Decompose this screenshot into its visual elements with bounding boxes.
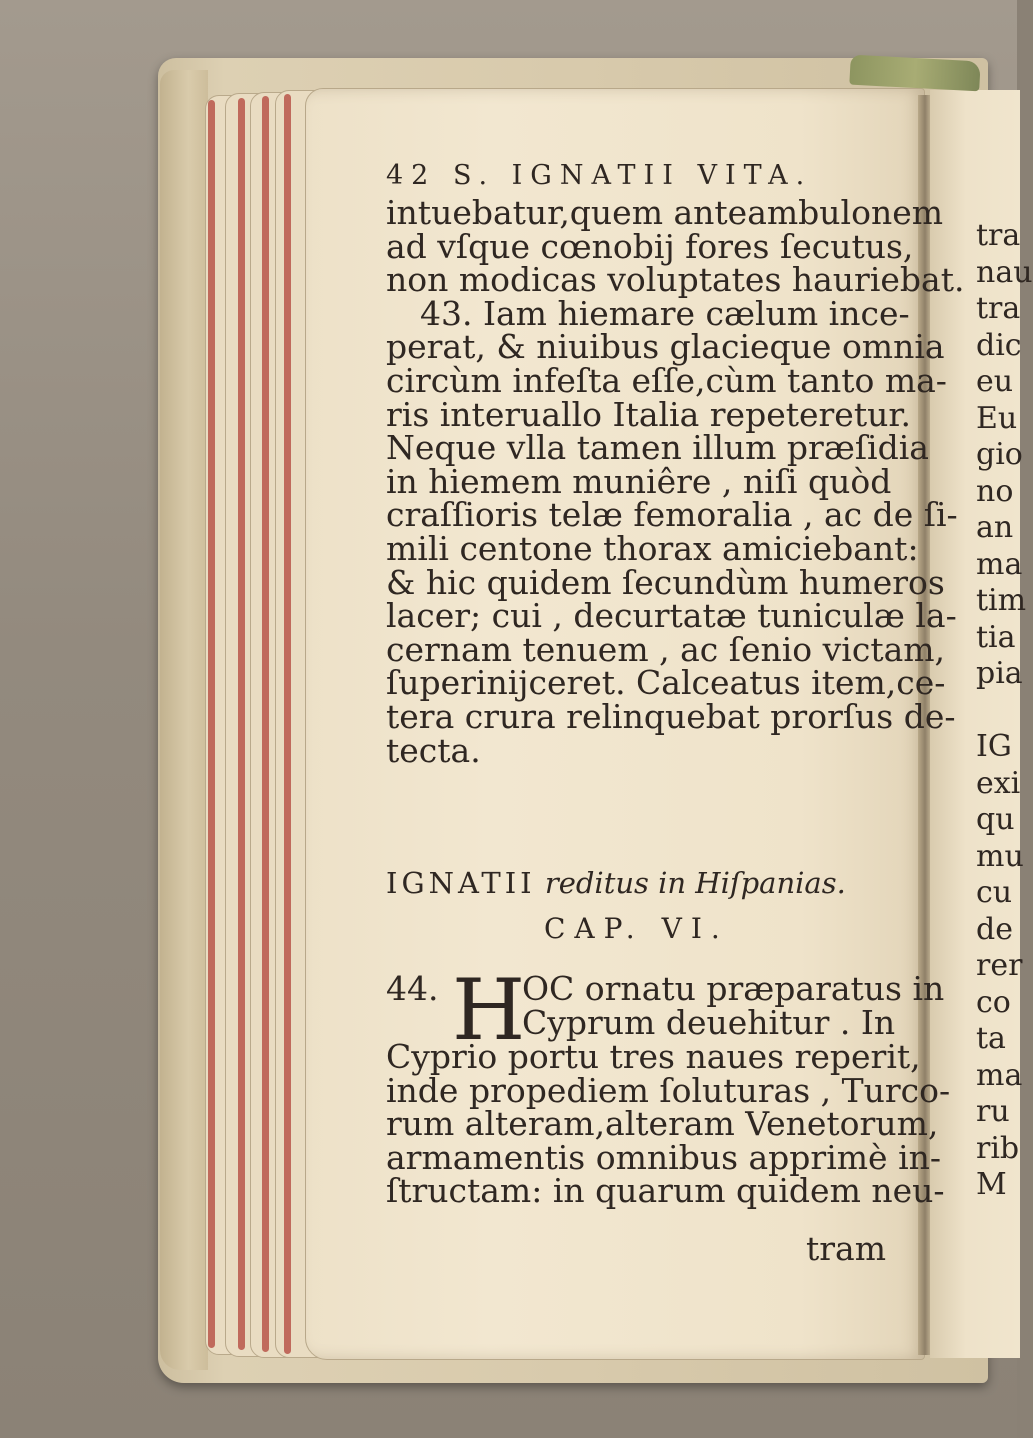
text-fragment: tra <box>976 218 1021 253</box>
text-fragment: dic <box>976 327 1022 363</box>
text-fragment: mu <box>976 838 1024 874</box>
running-head: 42 S. IGNATII VITA. <box>386 160 813 191</box>
text-fragment: tia <box>976 619 1016 655</box>
chapter-title <box>386 866 846 900</box>
cover-spine <box>160 70 208 1370</box>
text-line: ad vſque cœnobij fores ſecutus, <box>386 226 914 266</box>
text-fragment: rib <box>976 1130 1020 1166</box>
text-line: Cyprum deuehitur . In <box>522 1002 896 1042</box>
chapter-number: CAP. VI. <box>544 912 729 945</box>
text-line: ſtructam: in quarum quidem neu- <box>386 1171 945 1211</box>
text-fragment: co <box>976 984 1011 1020</box>
red-page-edge <box>208 100 215 1348</box>
text-fragment: de <box>976 911 1013 947</box>
text-fragment: qu <box>976 802 1015 837</box>
text-fragment: cu <box>976 875 1013 910</box>
catchword: tram <box>806 1229 887 1268</box>
text-fragment: pia <box>976 656 1023 691</box>
text-fragment: exi <box>976 765 1021 801</box>
text-line: rum alteram,alteram Venetorum, <box>386 1104 939 1144</box>
text-line: 43. Iam hiemare cælum ince- <box>420 293 910 333</box>
text-fragment: ta <box>976 1021 1006 1056</box>
text-line: lacer; cui , decurtatæ tuniculæ la- <box>386 596 957 636</box>
chapter-title-name: IGNATII <box>386 866 536 900</box>
text-fragment: no <box>976 473 1014 509</box>
text-line: mili centone thorax amiciebant: <box>386 528 919 568</box>
text-fragment: tim <box>976 583 1027 618</box>
text-line: ſuperinijceret. Calceatus item,ce- <box>386 663 946 703</box>
paragraph-44-number: 44. <box>386 969 439 1008</box>
text-fragment: tra <box>976 291 1021 326</box>
paragraph-44-opening <box>522 969 945 1042</box>
text-fragment: nau <box>976 254 1033 290</box>
text-fragment: eu <box>976 364 1014 399</box>
text-line: tecta. <box>386 730 481 770</box>
text-fragment: an <box>976 510 1014 545</box>
chapter-title-subject: reditus in Hiſpanias. <box>544 866 846 900</box>
text-fragment: ma <box>976 546 1023 582</box>
text-fragment: M <box>976 1167 1007 1202</box>
text-line: Cyprio portu tres naues reperit, <box>386 1037 921 1076</box>
text-line: perat, & niuibus glacieque omnia <box>386 327 945 367</box>
text-line: inde propediem ſoluturas , Turco- <box>386 1070 951 1110</box>
text-fragment: gio <box>976 437 1023 472</box>
text-line: Neque vlla tamen illum præſidia <box>386 428 929 468</box>
text-line: OC ornatu præparatus in <box>522 969 945 1008</box>
drop-cap: H <box>452 961 526 1059</box>
right-page-text-fragments <box>976 218 1033 1204</box>
text-fragment: ru <box>976 1094 1010 1129</box>
text-line: ris interuallo Italia repeteretur. <box>386 394 911 434</box>
text-fragment: Eu <box>976 400 1018 436</box>
text-line: in hiemem muniêre , niſi quòd <box>386 461 892 501</box>
text-fragment <box>976 693 1033 730</box>
red-page-edge <box>238 98 245 1350</box>
text-fragment: ma <box>976 1057 1023 1093</box>
text-line: tera crura relinquebat prorſus de- <box>386 696 956 736</box>
text-line: craſſioris telæ femoralia , ac de ſi- <box>386 495 958 535</box>
text-line: armamentis omnibus apprimè in- <box>386 1137 942 1177</box>
paragraph-44 <box>386 1037 951 1211</box>
text-line: & hic quidem ſecundùm humeros <box>386 562 945 602</box>
text-fragment: rer <box>976 948 1023 983</box>
text-line: non modicas voluptates hauriebat. <box>386 260 965 300</box>
text-line: cernam tenuem , ac ſenio victam, <box>386 629 946 669</box>
red-page-edge <box>262 96 269 1352</box>
red-page-edge <box>284 94 291 1354</box>
text-line: circùm infeſta eſſe,cùm tanto ma- <box>386 360 947 400</box>
text-line: intuebatur,quem anteambulonem <box>386 193 944 232</box>
paragraph-43 <box>386 193 965 770</box>
text-fragment: IG <box>976 729 1012 764</box>
